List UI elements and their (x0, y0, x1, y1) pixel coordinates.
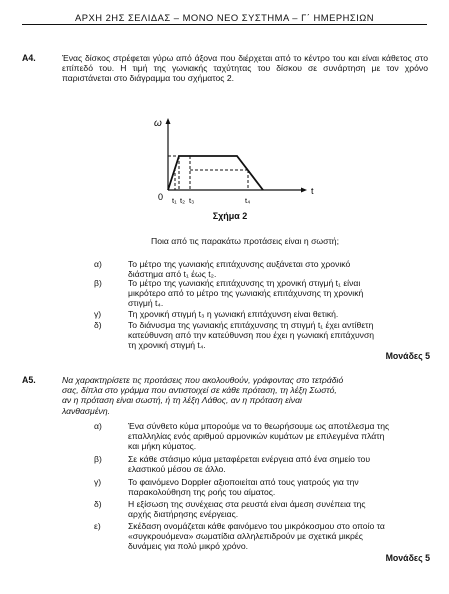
a5-option-c-letter: γ) (94, 477, 102, 487)
a4-option-b-letter: β) (94, 278, 102, 288)
figure-caption: Σχήμα 2 (212, 211, 248, 221)
question-a4-label: Α4. (22, 53, 36, 63)
a5-option-e: Σκέδαση ονομάζεται κάθε φαινόμενο του μικρόκοσμου στο οποίο τα «συγκρουόμενα» σωματίδια αλληλεπιδρούν με σχετικά μικρές δυνάμεις για πολύ μικρό χρόνο. (128, 521, 385, 552)
a4-option-d: Το διάνυσμα της γωνιακής επιτάχυνσης τη στιγμή t₁ έχει αντίθετη κατεύθυνση από την κατεύθυνση που έχει η γωνιακή επιτάχυνση τη χρονική στιγμή t₄. (128, 320, 375, 351)
question-a4-prompt: Ποια από τις παρακάτω προτάσεις είναι η σωστή; (151, 236, 339, 246)
a5-option-a: Ένα σύνθετο κύμα μπορούμε να το θεωρήσουμε ως αποτέλεσμα της επαλληλίας ενός αριθμού αρμονικών κυμάτων με επιλεγμένα πλάτη και μήκη κύματος. (128, 421, 390, 452)
a5-option-b-letter: β) (94, 454, 102, 464)
question-a4-intro: Ένας δίσκος στρέφεται γύρω από άξονα που διέρχεται από το κέντρο του και είναι κάθετος στο επίπεδό του. Η τιμή της γωνιακής ταχύτητας του δίσκου σε συνάρτηση με τον χρόνο παριστάνεται στο διάγραμμα του σχήματος 2. (62, 53, 428, 84)
x-axis-label: t (311, 186, 314, 196)
x-axis-arrow (301, 188, 307, 193)
y-axis-arrow (166, 118, 171, 124)
tick-t3: t₃ (189, 196, 195, 205)
a5-option-a-letter: α) (94, 421, 102, 431)
a4-option-c: Τη χρονική στιγμή t₃ η γωνιακή επιτάχυνση είναι θετική. (128, 309, 339, 319)
a5-marks: Μονάδες 5 (385, 553, 430, 563)
a5-option-e-letter: ε) (94, 521, 101, 531)
tick-t2: t₂ (180, 196, 185, 205)
a4-option-a-letter: α) (94, 259, 102, 269)
a5-option-b: Σε κάθε στάσιμο κύμα μεταφέρεται ενέργεια από ένα σημείο του ελαστικού μέσου σε άλλο. (128, 454, 371, 475)
question-a5-label: Α5. (22, 375, 36, 385)
origin-label: 0 (158, 192, 164, 202)
question-a5-intro: Να χαρακτηρίσετε τις προτάσεις που ακολουθούν, γράφοντας στο τετράδιό σας, δίπλα στο γράμμα που αντιστοιχεί σε κάθε πρόταση, τη λέξη Σωστό, αν η πρόταση είναι σωστή, ή τη λέξη Λάθος, αν η πρόταση είναι λανθασμένη. (62, 375, 344, 416)
tick-t4: t₄ (245, 196, 251, 205)
a4-option-a: Το μέτρο της γωνιακής επιτάχυνσης αυξάνεται στο χρονικό διάστημα από t₁ έως t₂. (128, 259, 351, 280)
a5-option-d-letter: δ) (94, 499, 102, 509)
a4-option-d-letter: δ) (94, 320, 102, 330)
omega-curve (168, 156, 263, 190)
a4-option-c-letter: γ) (94, 309, 102, 319)
a4-option-b: Το μέτρο της γωνιακής επιτάχυνσης τη χρονική στιγμή t₁ είναι μικρότερο από το μέτρο της γωνιακής επιτάχυνσης τη χρονική στιγμή t₄. (128, 278, 364, 309)
a4-marks: Μονάδες 5 (385, 351, 430, 361)
tick-t1: t₁ (172, 196, 177, 205)
page-header: ΑΡΧΗ 2ΗΣ ΣΕΛΙΔΑΣ – ΜΟΝΟ ΝΕΟ ΣΥΣΤΗΜΑ – Γ΄ ΗΜΕΡΗΣΙΩΝ (22, 13, 427, 25)
y-axis-label: ω (154, 118, 162, 129)
angular-velocity-diagram (148, 116, 328, 216)
a5-option-d: Η εξίσωση της συνέχειας στα ρευστά είναι άμεση συνέπεια της αρχής διατήρησης ενέργειας. (128, 499, 366, 520)
a5-option-c: Το φαινόμενο Doppler αξιοποιείται από τους γιατρούς για την παρακολούθηση της ροής του αίματος. (128, 477, 359, 498)
